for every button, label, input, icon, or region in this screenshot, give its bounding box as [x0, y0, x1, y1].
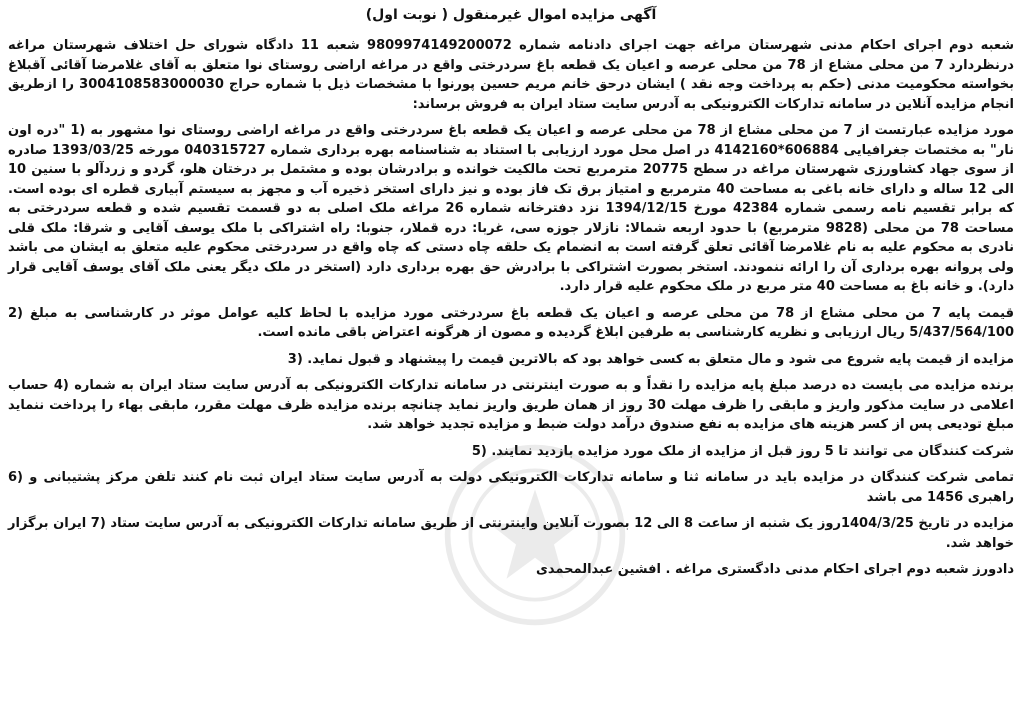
auction-notice [8, 4, 1014, 587]
item-6-registration: تمامی شرکت کنندگان در مزایده باید در سامانه ثنا و سامانه تدارکات الکترونیکی دولت به آدرس سایت ستاد ایران ثبت نام کنند تلفن مرکز پشتیبانی و (6 راهبری 1456 می باشد [8, 470, 1014, 505]
item-3-start: مزایده از قیمت پایه شروع می شود و مال متعلق به کسی خواهد بود که بالاترین قیمت را پیشنهاد و قبول نماید. (3 [287, 351, 1014, 367]
notice-title: آگهی مزایده اموال غیرمنقول ( نوبت اول) [365, 7, 657, 23]
item-2-base-price: قیمت پایه 7 من محلی مشاع از 78 من محلی عرصه و اعیان یک قطعه باغ سردرختی مورد مزایده با لحاظ کلیه عوامل موثر در کارشناسی به مبلغ (2 5/437/564/100 ریال ارزیابی و نظریه کارشناسی به طرفین ابلاغ گردیده و مصون از هرگونه اعتراض باقی مانده است. [8, 305, 1014, 340]
intro-paragraph: شعبه دوم اجرای احکام مدنی شهرستان مراغه جهت اجرای دادنامه شماره 9809974149200072 شعبه 11 دادگاه شورای حل اختلاف شهرستان مراغه درنظردارد 7 من محلی مشاع از 78 من محلی عرصه و اعیان یک قطعه باغ سردرختی واقع در مراغه اراضی روستای نوا متعلق به آقای غلامرضا آقائی آقبلاغ بخواسته محکومیت مدنی (حکم به پرداخت وجه نقد ) ایشان درحق خانم مریم حسین پورنوا با مشخصات ذیل با شماره حراج 3004108583000030 را ازطریق انجام مزایده آنلاین در سامانه تدارکات الکترونیکی به آدرس سایت ستاد ایران به فروش برساند: [8, 38, 1014, 112]
item-1-description: مورد مزایده عبارتست از 7 من محلی مشاع از 78 من محلی عرصه و اعیان یک قطعه باغ سردرختی واقع در مراغه اراضی روستای نوا مشهور به (1 "دره اون نار" به مختصات جغرافیایی 606884*4142160 در اصل محل مورد ارزیابی با استناد به شناسنامه بهره برداری شماره 040315727 مورخه 1393/03/25 صادره از سوی جهاد کشاورزی شهرستان مراغه در سطح 20775 مترمربع تحت مالکیت خوانده و برادرشان بوده و مشتمل بر درختان هلو، گردو و زردآلو با سنین 10 الی 12 ساله و دارای خانه باغی به مساحت 40 مترمربع و امتیاز برق تک فاز بوده و نیز دارای استخر ذخیره آب و مجهز به سیستم آبیاری قطره ای بوده است. که برابر تقسیم نامه رسمی شماره 42384 مورخ 1394/12/15 نزد دفترخانه شماره 26 مراغه ملک اصلی به دو قسمت تقسیم شده و قطعه سردرختی به مساحت 78 من محلی (9828 مترمربع) با حدود اربعه شمالا: نازلار جوزه سی، غربا: دره قملار، جنوبا: راه اشتراکی با ملک یوسف آقایی و شرقا: ملک قلی نادری به محکوم علیه به نام غلامرضا آقائی تعلق گرفته است به انضمام یک حلقه چاه دستی که چاه واقع در سردرختی محکوم علیه متعلق به ایشان می باشد ولی پروانه بهره برداری آن را ارائه ننمودند. استخر بصورت اشتراکی با برادرش حق بهره برداری دارد (استخر در ملک دیگر یعنی ملک آقای یوسف آقایی قرار دارد). و خانه باغ به مساحت 40 متر مربع در ملک محکوم علیه قرار دارد. [8, 123, 1015, 294]
item-7-date: مزایده در تاریخ 1404/3/25روز یک شنبه از ساعت 8 الی 12 بصورت آنلاین واینترنتی از طریق سامانه تدارکات الکترونیکی به آدرس سایت ستاد (7 ایران برگزار خواهد شد. [8, 516, 1014, 551]
item-4-payment: برنده مزایده می بایست ده درصد مبلغ پایه مزایده را نقداً و به صورت اینترنتی در سامانه تدارکات الکترونیکی به آدرس سایت ستاد ایران به شماره (4 حساب اعلامی در سایت مذکور واریز و مابقی را ظرف مهلت 30 روز از همان طریق واریز نماید چنانچه برنده مزایده ظرف مهلت مقرر، مابقی بهاء را پرداخت ننماید مبلغ تودیعی پس از کسر هزینه های مزایده به نفع صندوق درآمد دولت ضبط و مزایده تجدید خواهد شد. [8, 378, 1014, 432]
item-5-visit: شرکت کنندگان می توانند تا 5 روز قبل از مزایده از ملک مورد مزایده بازدید نمایند. (5 [471, 443, 1014, 459]
signature-line: دادورز شعبه دوم اجرای احکام مدنی دادگستری مراغه . افشین عبدالمحمدی [535, 562, 1014, 577]
